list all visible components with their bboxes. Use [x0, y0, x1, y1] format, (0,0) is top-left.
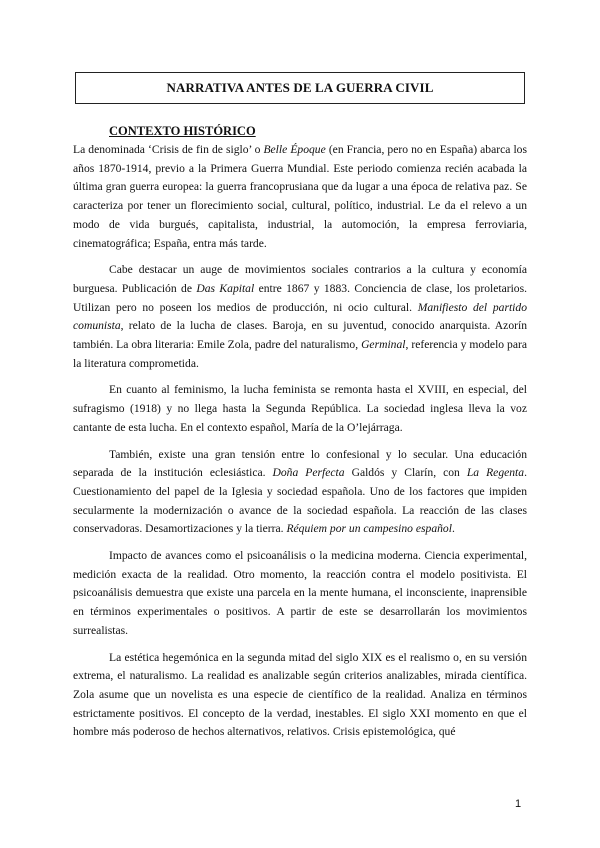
paragraph-crisis-fin-de-siglo — [73, 141, 527, 253]
page-number: 1 — [515, 798, 522, 810]
paragraph-confesional-secular — [73, 446, 527, 540]
paragraph-text: La estética hegemónica en la segunda mitad del siglo XIX es el realismo o, en su versión extrema, el naturalismo. La realidad es analizable según criterios analizables, mirada científica. Zola asume que un novelista es una especie de científico de la realidad. Analiza en términos estrictamente positivos. El concepto de la verdad, inestables. El siglo XXI momento en que el hombre más poderoso de hechos alternativos, relativos. Crisis epistemológica, qué — [73, 650, 527, 739]
italic-title-text: Réquiem por un campesino español — [286, 522, 452, 536]
italic-title-text: Germinal — [361, 338, 406, 352]
paragraph-estetica-realismo — [73, 649, 527, 743]
paragraph-text: , relato de la lucha de clases. Baroja, en su juventud, conocido anarquista. Azorín también. La obra literaria: Emile Zola, padre del naturalismo, — [73, 319, 527, 352]
italic-title-text: La Regenta — [466, 466, 525, 480]
paragraph-psicoanalisis — [73, 547, 527, 641]
paragraph-text: . Cuestionamiento del papel de la Iglesia y sociedad española. Uno de los factores que impiden secularmente la modernización o avance de la sociedad española. La reacción de las clases conservadoras. Desamortizaciones y la tierra. — [73, 466, 527, 536]
title-box — [75, 72, 525, 104]
italic-title-text: Manifiesto del partido comunista — [73, 300, 527, 333]
paragraph-text: Cabe destacar un auge de movimientos sociales contrarios a la cultura y economía burguesa. Publicación de — [73, 263, 527, 295]
paragraph-text: La denominada ‘Crisis de fin de siglo’ o — [73, 143, 264, 156]
paragraph-text: Impacto de avances como el psicoanálisis o la medicina moderna. Ciencia experimental, medición exacta de la realidad. Otro momento, la reacción contra el modelo positivista. El psicoanálisis demuestra que existe una parcela en la mente humana, el inconsciente, inaprensible en términos experimentales o positivos. A partir de este se desarrollarán los movimientos surrealistas. — [73, 549, 527, 637]
paragraph-text: . — [451, 522, 455, 536]
paragraph-text: (en Francia, pero no en España) abarca los años 1870-1914, previo a la Primera Guerra Mundial. Este periodo comienza recién acabada la última gran guerra europea: la guerra francoprusiana que da lugar a una época de relativa paz. Se caracteriza por tener un florecimiento social, cultural, político, industrial. Le da el relevo a un modo de vida burgués, capitalista, industrial, la automoción, la empresa ferroviaria, cinematográfica; España, entra más tarde. — [73, 143, 527, 250]
paragraph-text: En cuanto al feminismo, la lucha feminista se remonta hasta el XVIII, en especial, del sufragismo (1918) y no llega hasta la Segunda República. La sociedad inglesa lleva la voz cantante de esta lucha. En el contexto español, María de la O’lejárraga. — [73, 383, 527, 434]
paragraph-text: entre 1867 y 1883. Conciencia de clase, los proletarios. Utilizan pero no poseen los medios de producción, ni ocio cultural. — [73, 281, 528, 314]
italic-title-text: Doña Perfecta — [272, 466, 345, 480]
paragraph-text: También, existe una gran tensión entre lo confesional y lo secular. Una educación separada de la institución eclesiástica. — [73, 447, 527, 480]
paragraph-movimientos-sociales — [73, 261, 527, 373]
section-heading: CONTEXTO HISTÓRICO — [109, 124, 256, 138]
paragraph-feminismo — [73, 381, 527, 437]
italic-title-text: Das Kapital — [196, 281, 255, 295]
paragraph-text: , referencia y modelo para la literatura comprometida. — [73, 338, 527, 370]
body-content — [73, 122, 527, 750]
document-title: NARRATIVA ANTES DE LA GUERRA CIVIL — [166, 80, 434, 95]
italic-title-text: Belle Époque — [263, 143, 326, 156]
paragraph-text: Galdós y Clarín, con — [344, 466, 467, 480]
